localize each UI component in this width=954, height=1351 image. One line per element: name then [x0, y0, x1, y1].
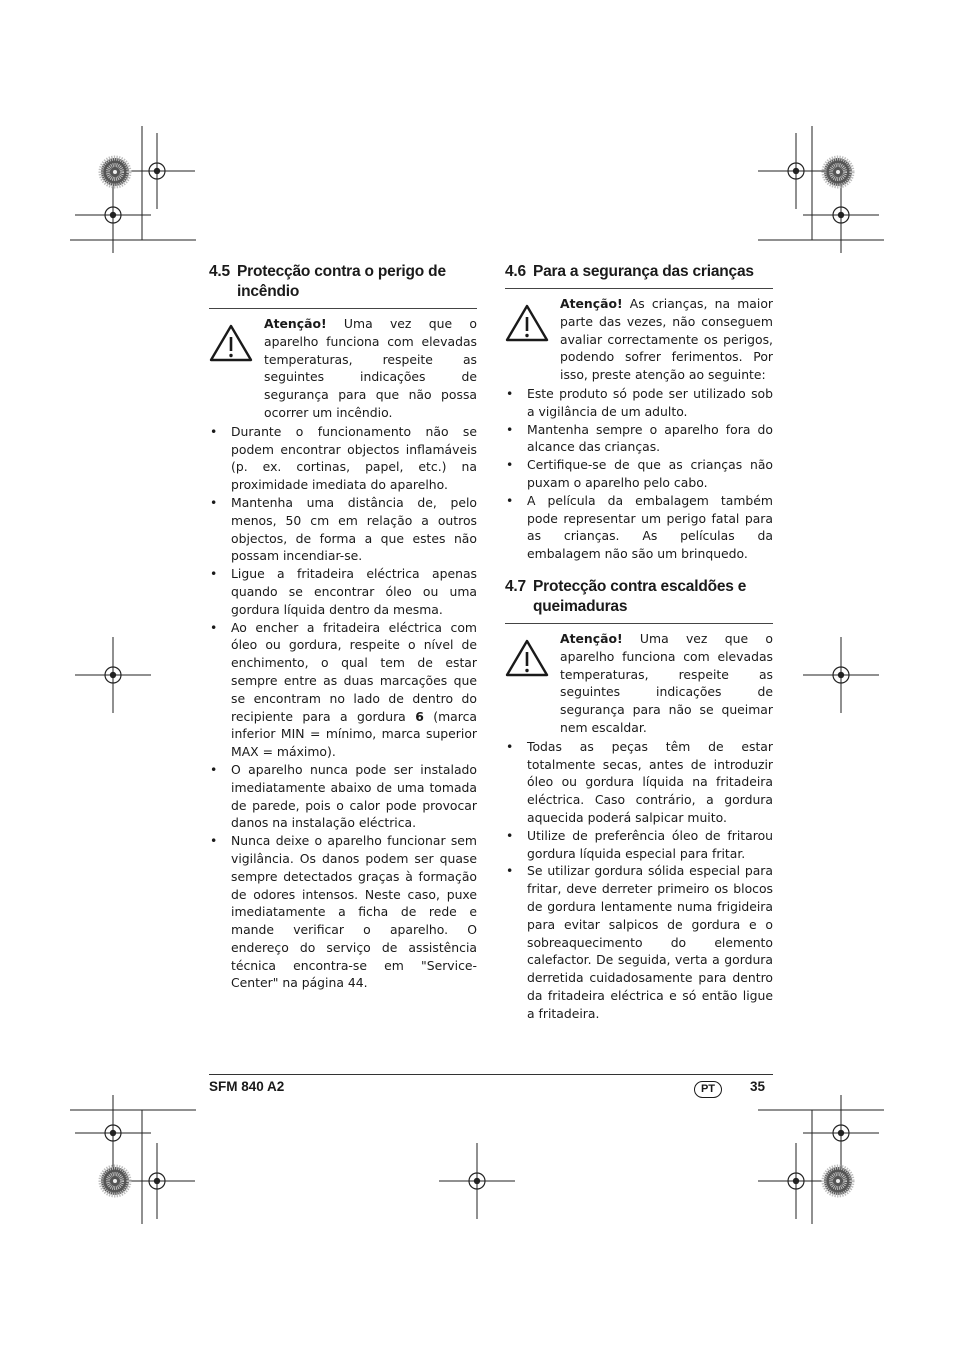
list-item: • Durante o funcionamento não se podem encontrar objectos inflamáveis (p. ex. cortinas, papel, etc.) na proximidade imediata do aparelho.: [209, 423, 477, 494]
section-heading-4-6: [505, 262, 773, 288]
list-item: • Ligue a fritadeira eléctrica apenas quando se encontrar óleo ou uma gordura líquida dentro da mesma.: [209, 565, 477, 618]
list-item-text: (marca inferior MIN = mínimo, marca superior MAX = máximo).: [231, 708, 477, 760]
section-title: Para a segurança das crianças: [533, 263, 754, 280]
left-column: [209, 262, 477, 992]
section-title: Protecção contra escaldões e queimaduras: [533, 577, 747, 615]
list-item: • Certifique-se de que as crianças não puxam o aparelho pelo cabo.: [505, 456, 773, 492]
list-item: • Se utilizar gordura sólida especial para fritar, deve derreter primeiro os blocos de gordura lentamente numa frigideira para evitar salpicos de gordura e o sobreaquecimento do elemento calefactor. De seguida, verta a gordura derretida cuidadosamente para dentro da fritadeira eléctrica e só então ligue a fritadeira.: [505, 862, 773, 1022]
warning-label: Atenção!: [264, 316, 327, 331]
list-item: • Nunca deixe o aparelho funcionar sem vigilância. Os danos podem ser quase sempre detectados graças à formação de odores intensos. Neste caso, puxe imediatamente a ficha de rede e mande verificar o aparelho. O endereço do serviço de assistência técnica encontra-se em "Service-Center" na página 44.: [209, 832, 477, 992]
heading-divider: [505, 288, 773, 289]
part-number: 6: [415, 708, 424, 724]
heading-divider: [209, 308, 477, 309]
warning-block: [505, 630, 773, 737]
warning-triangle-icon: [505, 303, 549, 343]
warning-text: [560, 295, 773, 384]
list-item: • Mantenha uma distância de, pelo menos, 50 cm em relação a outros objectos, de forma a que estes não possam incendiar-se.: [209, 494, 477, 565]
list-item: • Este produto só pode ser utilizado sob a vigilância de um adulto.: [505, 385, 773, 421]
page-number: 35: [749, 1079, 765, 1094]
page-footer: [209, 1074, 773, 1095]
warning-label: Atenção!: [560, 630, 623, 646]
list-item: • Mantenha sempre o aparelho fora do alcance das crianças.: [505, 421, 773, 457]
right-column: [505, 262, 773, 1022]
list-item: • Todas as peças têm de estar totalmente secas, antes de introduzir óleo ou gordura líquida na fritadeira eléctrica. Caso contrário, a gordura aquecida poderá salpicar muito.: [505, 738, 773, 827]
warning-block: [209, 315, 477, 422]
language-badge: PT: [694, 1081, 722, 1098]
section-number: 4.5: [209, 263, 230, 280]
warning-body: As crianças, na maior parte das vezes, não conseguem avaliar correctamente os perigos, podendo sofrer ferimentos. Por isso, preste atenção ao seguinte:: [560, 296, 773, 383]
safety-list: [505, 385, 773, 563]
list-item: • O aparelho nunca pode ser instalado imediatamente abaixo de uma tomada de parede, pois o calor pode provocar danos na instalação eléctrica.: [209, 761, 477, 832]
section-number: 4.6: [505, 263, 526, 280]
list-item: • A película da embalagem também pode representar um perigo fatal para as crianças. As películas da embalagem não são um brinquedo.: [505, 492, 773, 563]
list-item: [209, 619, 477, 761]
warning-body: Uma vez que o aparelho funciona com elevadas temperaturas, respeite as seguintes indicações de segurança para que não possa ocorrer um incêndio.: [264, 316, 477, 420]
warning-triangle-icon: [209, 323, 253, 363]
model-number: SFM 840 A2: [209, 1079, 285, 1094]
warning-label: Atenção!: [560, 296, 623, 311]
warning-block: [505, 295, 773, 384]
section-heading-4-5: [209, 262, 477, 308]
warning-body: Uma vez que o aparelho funciona com elevadas temperaturas, respeite as seguintes indicações de segurança para não se queimar nem escaldar.: [560, 630, 773, 735]
section-heading-4-7: [505, 577, 773, 623]
safety-list: [209, 423, 477, 993]
heading-divider: [505, 623, 773, 624]
section-number: 4.7: [505, 577, 526, 595]
warning-triangle-icon: [505, 638, 549, 678]
list-item: • Utilize de preferência óleo de fritarou gordura líquida especial para fritar.: [505, 827, 773, 863]
warning-text: [560, 630, 773, 737]
safety-list: [505, 738, 773, 1023]
section-title: Protecção contra o perigo de incêndio: [237, 263, 446, 300]
list-item-text: Ao encher a fritadeira eléctrica com óleo ou gordura, respeite o nível de enchimento, o qual tem de estar sempre entre as duas marcações que se encontram no lado de dentro do recipiente para a gordura: [231, 619, 477, 724]
warning-text: [264, 315, 477, 422]
